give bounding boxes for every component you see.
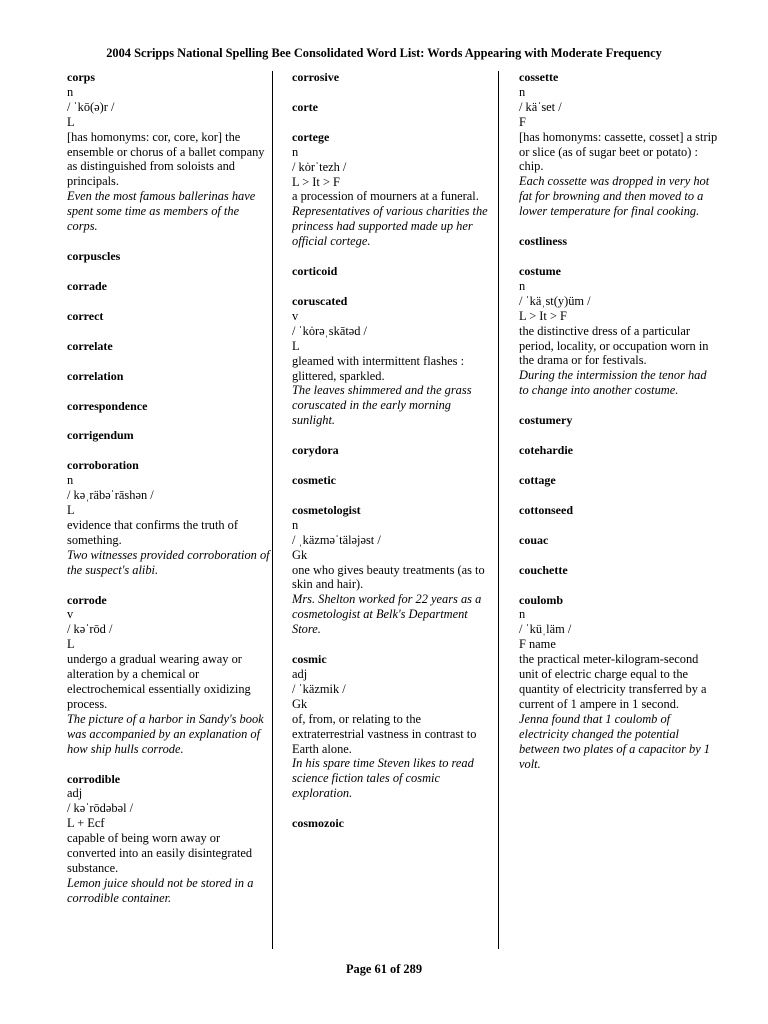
word-entry — [292, 652, 492, 801]
word-entry — [67, 70, 272, 234]
example-sentence: Representatives of various charities the princess had supported made up her official cortege. — [292, 204, 488, 249]
entry-word: costliness — [519, 234, 567, 249]
entry-word: cottage — [519, 472, 556, 487]
entry-word: corrodible — [67, 771, 121, 786]
entry-word: couchette — [519, 562, 568, 577]
word-entry — [67, 772, 272, 906]
word-entry — [519, 533, 719, 548]
page-number: Page 61 of 289 — [345, 962, 423, 976]
example-sentence: Two witnesses provided corroboration of the suspect's alibi. — [67, 547, 270, 577]
pronunciation: / kȯrˈtezh / — [292, 159, 347, 174]
word-entry — [519, 563, 719, 578]
language-origin: Gk — [292, 547, 308, 562]
entry-word: cosmic — [292, 652, 327, 667]
column-divider — [272, 71, 273, 949]
language-origin: L > It > F — [519, 308, 567, 323]
entry-word: corrigendum — [67, 428, 134, 443]
definition: the distinctive dress of a particular period, locality, or occupation worn in the drama or for festivals. — [519, 323, 709, 368]
definition: the practical meter-kilogram-second unit of electric charge equal to the quantity of electricity transferred by a current of 1 ampere in 1 second. — [519, 652, 707, 711]
entry-word: corrosive — [292, 70, 340, 84]
definition: one who gives beauty treatments (as to skin and hair). — [292, 562, 485, 592]
entry-word: cosmetologist — [292, 502, 361, 517]
word-entry — [67, 428, 272, 443]
entry-word: corpuscles — [67, 248, 121, 263]
entry-word: correspondence — [67, 398, 148, 413]
word-column-3 — [519, 70, 719, 786]
entry-word: correct — [67, 308, 104, 323]
entry-word: correlation — [67, 368, 124, 383]
pronunciation: / ˈkȯrəˌskātəd / — [292, 323, 368, 338]
pronunciation: / kəˌräbəˈrāshən / — [67, 488, 154, 503]
word-entry — [519, 503, 719, 518]
language-origin: L — [292, 338, 300, 353]
language-origin: F name — [519, 637, 556, 652]
part-of-speech: adj — [292, 667, 308, 681]
word-entry — [519, 70, 719, 219]
entry-word: corte — [292, 99, 318, 114]
pronunciation: / käˈset / — [519, 99, 562, 114]
word-entry — [292, 503, 492, 637]
entry-word: cotehardie — [519, 443, 573, 458]
definition: gleamed with intermittent flashes : glittered, sparkled. — [292, 353, 465, 383]
definition: [has homonyms: cor, core, kor] the ensemble or chorus of a ballet company as distinguished from soloists and principals. — [67, 129, 265, 189]
part-of-speech: n — [519, 607, 526, 622]
example-sentence: The leaves shimmered and the grass coruscated in the early morning sunlight. — [292, 383, 472, 428]
definition: evidence that confirms the truth of something. — [67, 517, 239, 547]
word-entry — [519, 593, 719, 772]
part-of-speech: adj — [67, 786, 83, 801]
definition: undergo a gradual wearing away or alteration by a chemical or electrochemical essentially oxidizing process. — [67, 652, 251, 711]
example-sentence: Each cossette was dropped in very hot fat for browning and then moved to a lower temperature for final cooking. — [519, 174, 710, 219]
word-entry — [67, 339, 272, 354]
entry-word: corrode — [67, 592, 107, 607]
pronunciation: / ˈkō(ə)r / — [67, 99, 115, 114]
word-entry — [292, 294, 492, 428]
word-column-2 — [292, 70, 492, 846]
language-origin: L > It > F — [292, 174, 340, 189]
entry-word: cottonseed — [519, 502, 573, 517]
word-entry — [519, 413, 719, 428]
word-entry — [292, 100, 492, 115]
language-origin: Gk — [292, 696, 308, 711]
word-entry — [67, 593, 272, 757]
entry-word: coruscated — [292, 293, 348, 308]
part-of-speech: n — [67, 473, 74, 488]
entry-word: cossette — [519, 70, 559, 84]
part-of-speech: n — [67, 84, 74, 99]
pronunciation: / ˈküˌläm / — [519, 622, 572, 637]
example-sentence: Lemon juice should not be stored in a corrodible container. — [67, 875, 254, 905]
page-title: 2004 Scripps National Spelling Bee Consolidated Word List: Words Appearing with Moderate Frequency — [106, 46, 662, 60]
part-of-speech: n — [519, 84, 526, 99]
pronunciation: / ˈkäzmik / — [292, 681, 346, 696]
entry-word: corroboration — [67, 458, 139, 473]
word-entry — [519, 473, 719, 488]
language-origin: L — [67, 114, 75, 129]
example-sentence: Even the most famous ballerinas have spent some time as members of the corps. — [67, 189, 256, 234]
entry-word: corydora — [292, 443, 339, 458]
entry-word: cosmetic — [292, 473, 336, 488]
language-origin: L — [67, 637, 75, 652]
entry-word: couac — [519, 532, 549, 547]
definition: of, from, or relating to the extraterrestrial vastness in contrast to Earth alone. — [292, 711, 477, 756]
entry-word: costumery — [519, 413, 573, 428]
entry-word: cortege — [292, 129, 330, 144]
example-sentence: Jenna found that 1 coulomb of electricity changed the potential between two plates of a capacitor by 1 volt. — [519, 711, 710, 771]
part-of-speech: n — [519, 278, 526, 293]
part-of-speech: n — [292, 144, 299, 159]
word-entry — [519, 234, 719, 249]
entry-word: cosmozoic — [292, 816, 344, 831]
example-sentence: Mrs. Shelton worked for 22 years as a cosmetologist at Belk's Department Store. — [292, 592, 482, 637]
entry-word: coulomb — [519, 592, 564, 607]
pronunciation: / kəˈrōdəbəl / — [67, 801, 134, 816]
definition: [has homonyms: cassette, cosset] a strip or slice (as of sugar beet or potato) : chip. — [519, 129, 718, 174]
entry-word: corticoid — [292, 264, 338, 279]
definition: a procession of mourners at a funeral. — [292, 189, 479, 204]
word-entry — [292, 816, 492, 831]
word-entry — [519, 264, 719, 398]
entry-word: corrade — [67, 278, 107, 293]
part-of-speech: v — [67, 607, 74, 622]
word-entry — [292, 130, 492, 249]
word-entry — [67, 458, 272, 577]
word-entry — [292, 473, 492, 488]
word-entry — [67, 249, 272, 264]
column-divider — [498, 71, 499, 949]
word-entry — [67, 309, 272, 324]
pronunciation: / kəˈrōd / — [67, 622, 113, 637]
example-sentence: During the intermission the tenor had to change into another costume. — [519, 368, 707, 398]
language-origin: L — [67, 503, 75, 518]
part-of-speech: v — [292, 308, 299, 323]
word-column-1 — [67, 70, 272, 921]
word-entry — [519, 443, 719, 458]
entry-word: costume — [519, 263, 561, 278]
word-entry — [292, 70, 492, 85]
entry-word: corps — [67, 70, 95, 84]
word-entry — [292, 443, 492, 458]
example-sentence: The picture of a harbor in Sandy's book was accompanied by an explanation of how ship hulls corrode. — [67, 711, 264, 756]
entry-word: correlate — [67, 338, 113, 353]
pronunciation: / ˈkäˌst(y)üm / — [519, 293, 591, 308]
word-entry — [292, 264, 492, 279]
language-origin: L + Ecf — [67, 816, 105, 831]
word-entry — [67, 399, 272, 414]
example-sentence: In his spare time Steven likes to read science fiction tales of cosmic exploration. — [292, 756, 474, 801]
word-entry — [67, 369, 272, 384]
part-of-speech: n — [292, 517, 299, 532]
language-origin: F — [519, 114, 526, 129]
pronunciation: / ˌkäzməˈtäləjəst / — [292, 532, 381, 547]
definition: capable of being worn away or converted into an easily disintegrated substance. — [67, 831, 253, 875]
word-entry — [67, 279, 272, 294]
